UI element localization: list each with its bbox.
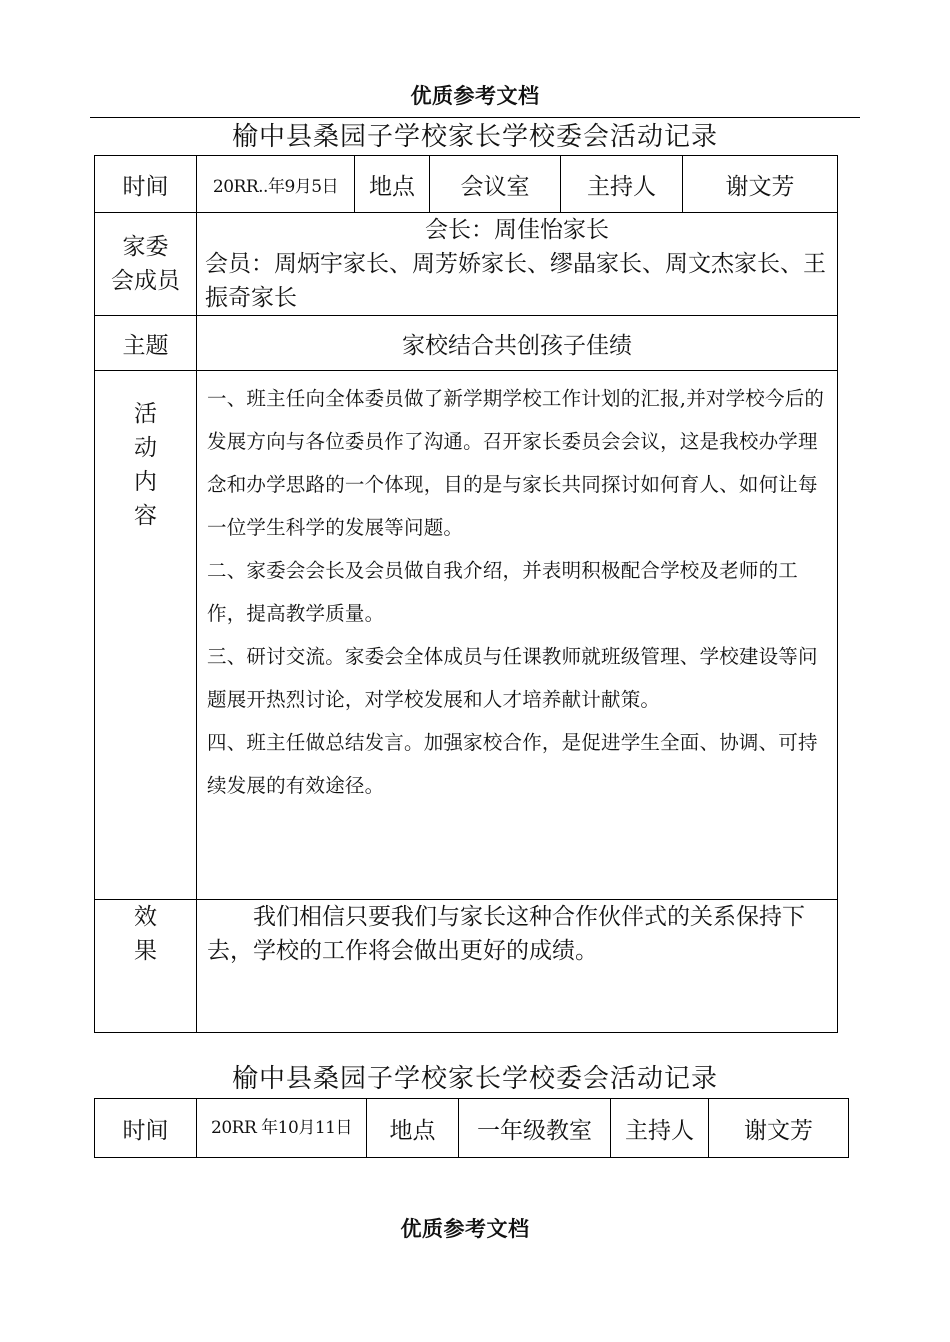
members-label-line2: 会成员 (111, 268, 180, 294)
content-label-char: 动 (134, 435, 157, 461)
members-text: 会员：周炳宇家长、周芳娇家长、缪晶家长、周文杰家长、王振奇家长 (205, 251, 826, 311)
host-value: 谢文芳 (709, 1099, 849, 1158)
record-title-2: 榆中县桑园子学校家长学校委会活动记录 (231, 1064, 718, 1094)
members-cell (197, 213, 838, 316)
activity-record-table-2 (94, 1098, 849, 1158)
activity-record-table (94, 155, 838, 1033)
time-label: 时间 (95, 1099, 197, 1158)
members-label (95, 213, 197, 316)
members-label-line1: 家委 (122, 234, 169, 260)
content-paragraph: 一、班主任向全体委员做了新学期学校工作计划的汇报,并对学校今后的发展方向与各位委员作了沟通。召开家长委员会会议，这是我校办学理念和办学思路的一个体现，目的是与家长共同探讨如何育人、如何让每一位学生科学的发展等问题。 (207, 387, 825, 539)
content-paragraph: 二、家委会会长及会员做自我介绍，并表明积极配合学校及老师的工作，提高教学质量。 (207, 559, 799, 625)
page-header: 优质参考文档 (410, 84, 540, 108)
chair-text: 会长：周佳怡家长 (425, 217, 609, 243)
page-footer: 优质参考文档 (400, 1217, 530, 1241)
theme-value: 家校结合共创孩子佳绩 (197, 316, 838, 371)
host-label: 主持人 (561, 156, 683, 213)
time-value: 20RR..年9月5日 (197, 156, 355, 213)
time-label: 时间 (95, 156, 197, 213)
place-label: 地点 (367, 1099, 459, 1158)
content-label-char: 活 (134, 401, 157, 427)
effect-cell (197, 900, 838, 1033)
host-value: 谢文芳 (683, 156, 838, 213)
theme-label: 主题 (95, 316, 197, 371)
time-value: 20RR 年10月11日 (197, 1099, 367, 1158)
content-cell (197, 371, 838, 900)
content-label-char: 内 (134, 469, 157, 495)
effect-label-char: 果 (134, 938, 157, 964)
host-label: 主持人 (611, 1099, 709, 1158)
place-label: 地点 (355, 156, 430, 213)
place-value: 会议室 (430, 156, 561, 213)
effect-label-char: 效 (134, 904, 157, 930)
content-paragraph: 四、班主任做总结发言。加强家校合作，是促进学生全面、协调、可持续发展的有效途径。 (207, 731, 818, 797)
content-label-char: 容 (134, 503, 157, 529)
place-value: 一年级教室 (459, 1099, 611, 1158)
record-title: 榆中县桑园子学校家长学校委会活动记录 (231, 122, 718, 152)
content-label (95, 371, 197, 900)
effect-text: 我们相信只要我们与家长这种合作伙伴式的关系保持下去，学校的工作将会做出更好的成绩。 (207, 904, 805, 964)
effect-label (95, 900, 197, 1033)
content-paragraph: 三、研讨交流。家委会全体成员与任课教师就班级管理、学校建设等问题展开热烈讨论，对学校发展和人才培养献计献策。 (207, 645, 818, 711)
